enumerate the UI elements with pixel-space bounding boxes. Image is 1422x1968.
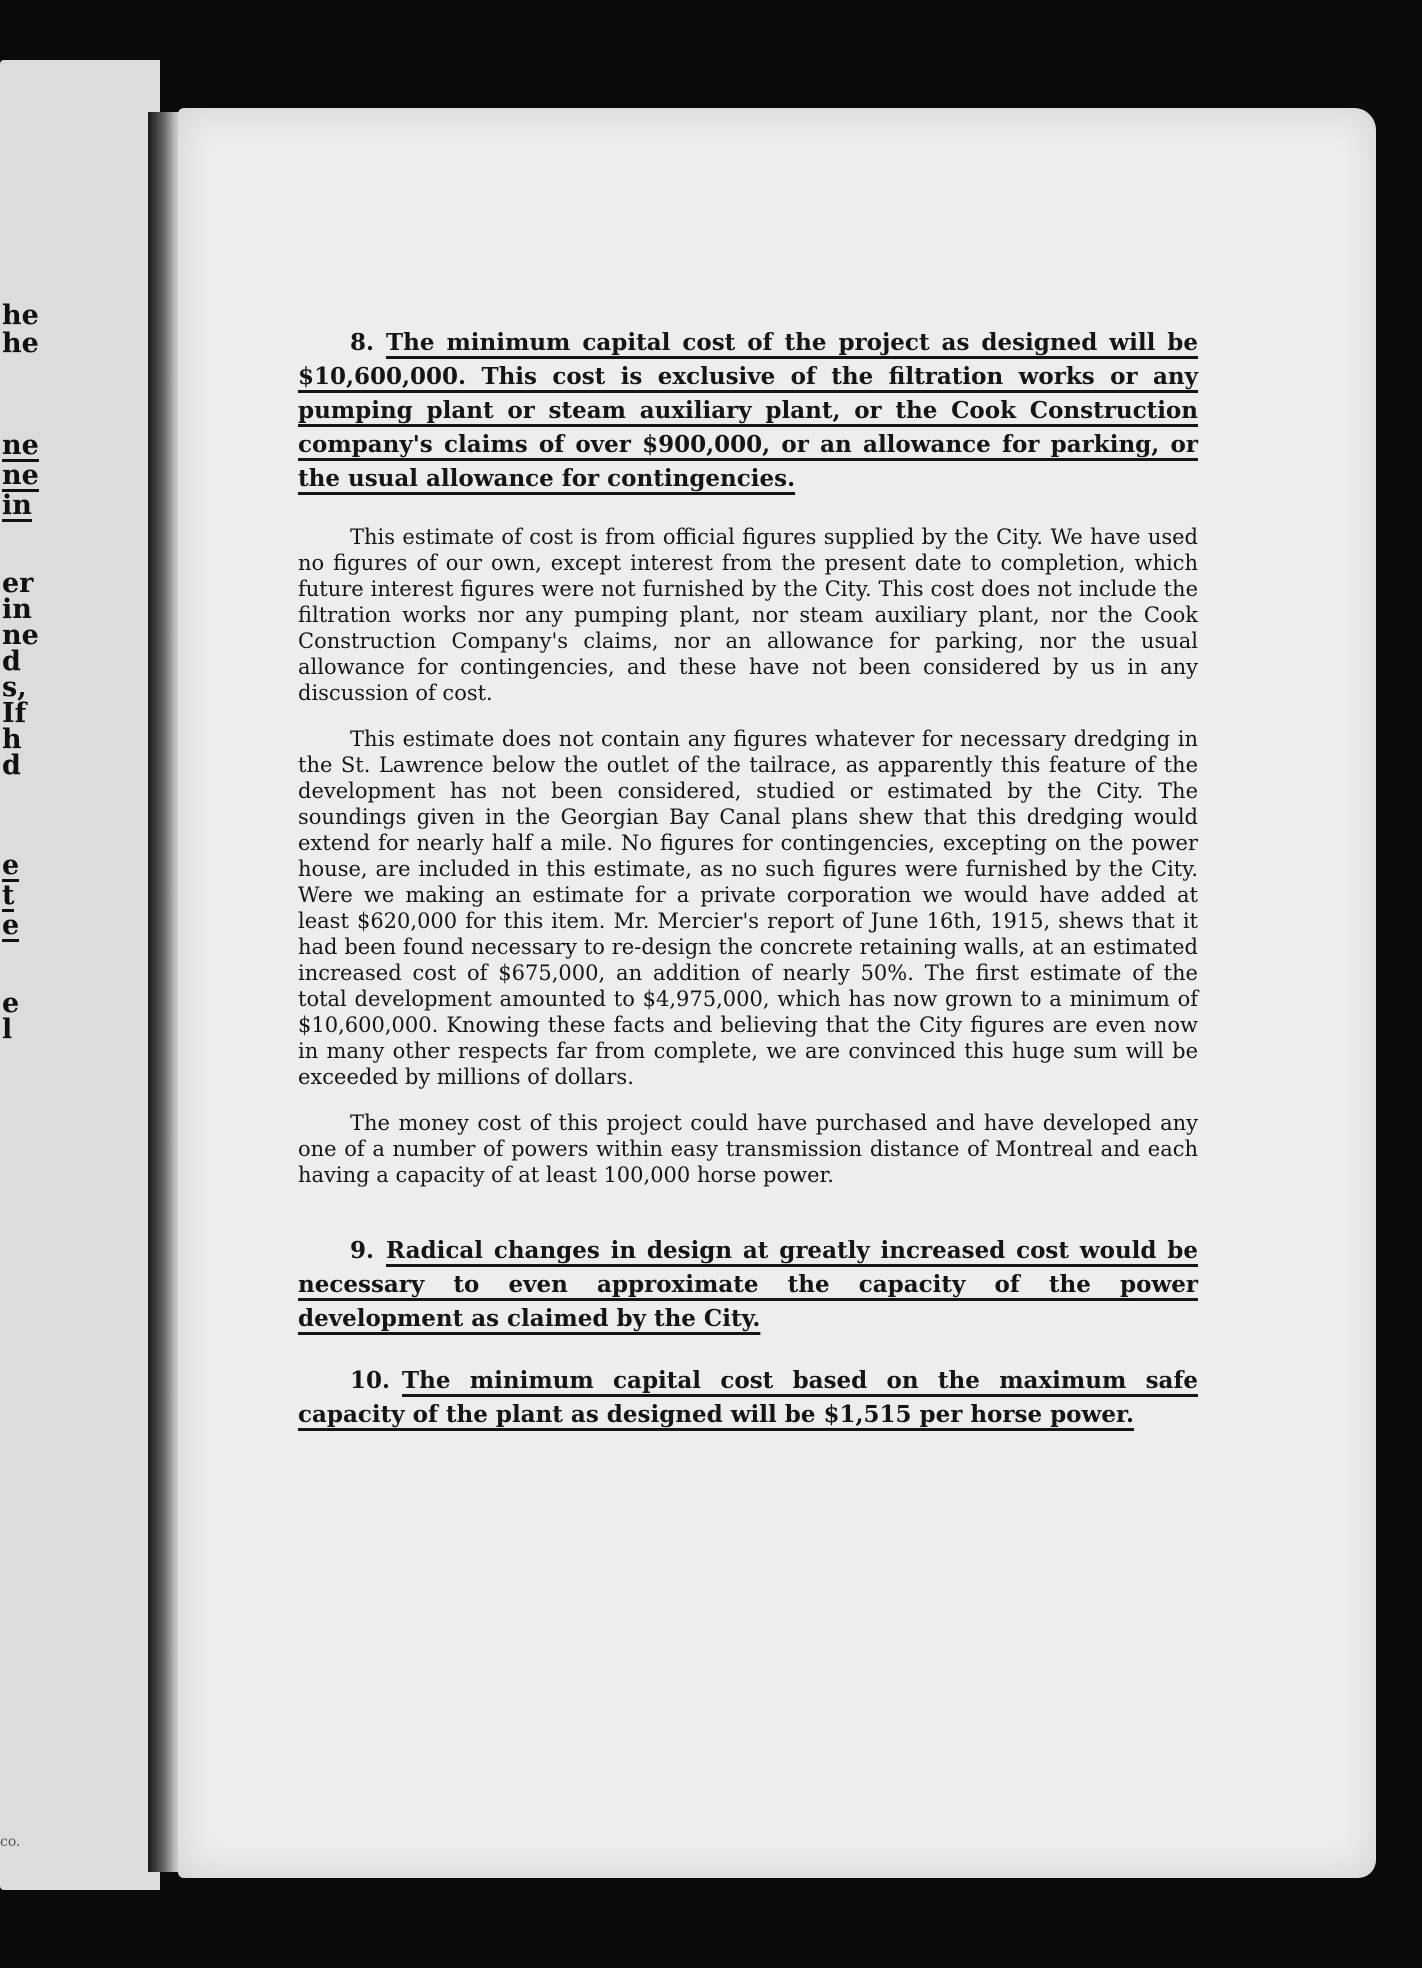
body-paragraph: This estimate does not contain any figures whatever for necessary dredging in the St. Lawrence below the outlet of the tailrace, as apparently this feature of the development has not been considered, studied or estimated by the City. The soundings given in the Georgian Bay Canal plans shew that this dredging would extend for nearly half a mile. No figures for contingencies, excepting on the power house, are included in this estimate, as no such figures were furnished by the City. Were we making an estimate for a private corporation we would have added at least $620,000 for this item. Mr. Mercier's report of June 16th, 1915, shews that it had been found necessary to re-design the concrete retaining walls, at an estimated increased cost of $675,000, an addition of nearly 50%. The first estimate of the total development amounted to $4,975,000, which has now grown to a minimum of $10,600,000. Knowing these facts and believing that the City figures are even now in many other respects far from complete, we are convinced this huge sum will be exceeded by millions of dollars. xyxy=(298,727,1198,1089)
facing-page-fragment: If xyxy=(2,698,27,729)
facing-page-fragment: e xyxy=(2,988,20,1019)
body-paragraph: The money cost of this project could have purchased and have developed any one of a number of powers within easy transmission distance of Montreal and each having a capacity of at least 100,000 horse power. xyxy=(298,1111,1198,1187)
body-paragraph: This estimate of cost is from official figures supplied by the City. We have used no figures of our own, except interest from the present date to completion, which future interest figures were not furnished by the City. This cost does not include the filtration works nor any pumping plant, nor steam auxiliary plant, nor the Cook Construction Company's claims, nor an allowance for parking, nor the usual allowance for contingencies, and these have not been considered by us in any discussion of cost. xyxy=(298,525,1198,705)
facing-page-fragment: t xyxy=(2,880,15,911)
section-heading-8 xyxy=(298,326,1198,496)
section-number: 8. xyxy=(350,329,375,356)
facing-page-fragment: d xyxy=(2,750,21,781)
facing-page-fragment: l xyxy=(2,1014,13,1045)
section-heading-text: The minimum capital cost of the project as designed will be $10,600,000. This cost is exclusive of the filtration works or any pumping plant or steam auxiliary plant, or the Cook Construction company's claims of over $900,000, or an allowance for parking, or the usual allowance for contingencies. xyxy=(298,329,1198,492)
facing-page-fragment: d xyxy=(2,646,21,677)
section-heading-9 xyxy=(298,1234,1198,1336)
facing-page-fragment: e xyxy=(2,850,20,881)
facing-page-fragment: he xyxy=(2,300,39,331)
page-body xyxy=(298,326,1198,1460)
facing-page-fragment: he xyxy=(2,328,39,359)
facing-page-fragment: ne xyxy=(2,430,39,461)
facing-page-fragment: e xyxy=(2,910,20,941)
facing-page-fragment: s, xyxy=(2,672,27,703)
facing-page-fragment: in xyxy=(2,594,32,625)
section-heading-10 xyxy=(298,1364,1198,1432)
document-page xyxy=(178,108,1376,1878)
facing-page-fragment: h xyxy=(2,724,22,755)
section-heading-text: The minimum capital cost based on the maximum safe capacity of the plant as designed will be $1,515 per horse power. xyxy=(298,1367,1198,1428)
facing-page-edge xyxy=(0,60,160,1890)
section-heading-text: Radical changes in design at greatly increased cost would be necessary to even approximate the capacity of the power development as claimed by the City. xyxy=(298,1237,1198,1332)
facing-page-fragment: ne xyxy=(2,620,39,651)
facing-page-fragment: in xyxy=(2,490,32,521)
facing-page-fragment: ne xyxy=(2,460,39,491)
facing-page-footer: co. xyxy=(0,1834,21,1850)
facing-page-fragment: er xyxy=(2,568,34,599)
section-spacer xyxy=(298,1208,1198,1234)
section-number: 9. xyxy=(350,1237,375,1264)
section-number: 10. xyxy=(350,1367,391,1394)
